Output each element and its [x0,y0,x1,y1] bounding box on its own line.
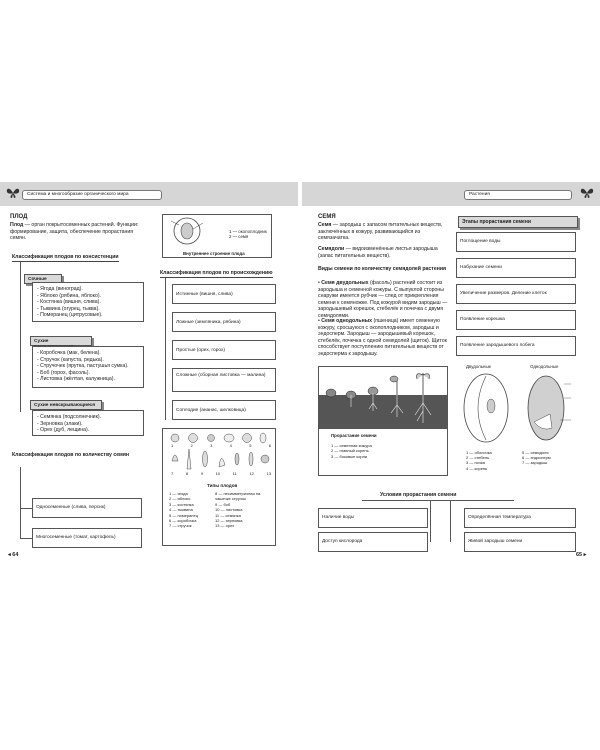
legend-item: 6 — эндосперм [522,455,551,461]
seed-section-icon [456,370,580,446]
left-header-title: Система и многообразие органического мира [22,190,162,200]
dicot-def: (фасоль) растений состоит из зародыша и семенной кожуры. С выпуклой стороны снаружи имеется рубчик — след от прикрепления семени к семяножке. Под кожурой видим зародыш — зародышевый корешок, стебелёк и почечка с двумя семядолями. [318,280,448,319]
monocot-label: Однодольные [530,364,559,369]
dicot-label: Двудольные [466,364,492,369]
seed-title: СЕМЯ [318,214,336,220]
legend-item: 7 — стручок [169,523,192,529]
list-item: - Листовка (жёлтая, калужница). [37,376,115,383]
inner-legend [229,229,267,239]
tree-line [20,467,21,539]
list-item: - Зерновка (злаки). [37,420,83,427]
tree-line [20,508,32,509]
legend-item: 5 — померанец [169,512,198,518]
legend-item: 11 — семянка [215,512,241,518]
dicot-term: Семя двудольных [321,280,369,286]
stage-item: Поглощение воды [456,232,576,252]
seed-legend-left [466,450,492,471]
stage-item: Появление зародышевого побега [456,336,576,356]
single-seed-box: Односеменные (слива, персик) [32,498,142,518]
type-numbers-top [171,443,271,450]
list-item: - Тыквина (огурец, тыква). [37,305,100,312]
types-legend-left [169,491,198,529]
inner-caption: Внутреннее строение плода [183,251,245,256]
dry-closed-list [32,410,144,436]
legend-item: 8 — несимметричная на [215,491,261,496]
legend-item: 1 — ягода [169,491,188,496]
type-number: 6 [268,443,271,448]
condition-item: Определённая температура [464,508,576,528]
list-item: - Стручочек (ярутка, пастушья сумка). [37,363,129,370]
origin-item: Соплодие (ананас, шелковица) [172,400,276,420]
tree-line [362,500,514,501]
origin-item: Сложные (сборная листовка — малина) [172,368,276,392]
legend-item: 3 — боковые корни [331,453,368,459]
list-item: - Костянка (вишня, слива). [37,299,101,306]
condition-item: Наличие воды [318,508,428,528]
conditions-title: Условия прорастания семени [380,492,457,498]
seedoli-definition [318,246,448,259]
dicot-paragraph: • Семя двудольных (фасоль) растений состоит из зародыша и семенной кожуры. С выпуклой стороны снаружи имеется рубчик — след от прикрепления семени к семяножке. Под кожурой видим зародыш — зародышевый корешок, стебелёк и почечка с двумя семядолями. [318,280,448,319]
seed-term: Семя [318,222,332,228]
tree-line [20,262,21,412]
left-page-number: ◂ 64 [8,552,19,558]
list-item: - Семянка (подсолнечник). [37,414,102,420]
origin-item: Простые (орех, горох) [172,340,276,360]
list-item: - Померанец (цитрусовые). [37,312,103,319]
legend-item: 10 — листовка [215,507,243,513]
legend-item: 13 — орех [215,523,235,529]
right-page-number: 65 ▸ [576,552,587,558]
origin-item: Ложные (земляника, рябина) [172,312,276,332]
tree-line [450,500,451,542]
type-numbers-bottom [171,471,271,478]
seed-definition [318,222,448,242]
stage-item: Появление корешка [456,310,576,330]
stage-item: Увеличение размеров. Деление клеток [456,284,576,304]
butterfly-icon [580,186,594,200]
dry-open-list [32,346,144,388]
monocot-term: Семя однодольных [321,318,373,324]
type-number: 8 [185,471,189,476]
legend-item: 1 — околоплодник [229,229,267,234]
seed-legend-right [522,450,551,466]
type-number: 5 [249,443,252,448]
page-number: 64 [12,552,19,558]
legend-item: чашечке стручок [215,496,246,502]
page-number: 65 [576,552,583,558]
legend-item: 3 — костянка [169,501,194,507]
list-item: - Орех (дуб, лещина). [37,427,90,434]
tree-line [165,278,166,420]
type-number: 13 [266,471,271,476]
type-number: 1 [171,443,174,448]
legend-item: 12 — зерновка [215,518,243,524]
legend-item: 2 — яблоко [169,496,191,502]
legend-item: 9 — боб [215,501,231,507]
plod-definition [10,222,146,242]
legend-item: 2 — семя [229,234,249,240]
butterfly-icon [6,186,20,200]
stages-title: Этапы прорастания семени [458,216,578,228]
germination-figure [318,366,448,476]
monocot-def: (пшеница) имеет семенную кожуру, сросшуюся с околоплодником, зародыш и эндосперм. Зародыш — зародышевый корешок, стебелёк, почечка с одной семядолей (щиток). Щиток способствует поступлению питательных веществ от эндосперма к зародышу. [318,318,447,357]
seed-structure-figure [456,362,580,472]
list-item: - Боб (горох, фасоль). [37,369,90,376]
list-item: - Яблоко (рябина, яблоко). [37,292,102,299]
dry-open-label: Сухие [30,336,92,346]
type-number: 3 [210,443,213,448]
list-item: - Коробочка (мак, белена). [37,350,101,356]
dry-closed-label: Сухие невскрывающиеся [30,400,102,410]
seedoli-term: Семядоли [318,246,345,252]
seeds-count-title: Классификация плодов по количеству семян [12,452,130,458]
legend-item: 4 — корень [466,465,488,471]
tree-line [20,538,32,539]
consistency-title: Классификация плодов по консистенции [12,254,119,260]
germination-caption: Прорастание семени [331,433,377,438]
legend-item: 7 — зародыш [522,460,548,466]
seedoli-def-text: — видоизменённые листья зародыша (запас питательных веществ). [318,246,438,259]
type-number: 12 [249,471,254,476]
legend-item: 5 — семядоля [522,450,549,455]
monocot-paragraph: • Семя однодольных (пшеница) имеет семенную кожуру, сросшуюся с околоплодником, зародыш и эндосперм. Зародыш — зародышевый корешок, стебелёк, почечка с одной семядолей (щиток). Щиток способствует поступлению питательных веществ от эндосперма к зародышу. [318,318,447,357]
list-item: - Стручок (капуста, редька). [37,356,104,363]
legend-item: 2 — главный корень [331,448,369,454]
plod-term: Плод [10,222,24,228]
seed-def-text: — зародыш с запасом питательных веществ, заключённых в кожуру, развивающийся из семязачатка. [318,222,443,242]
condition-item: Доступ кислорода [318,532,428,552]
types-caption: Типы плодов [207,483,238,488]
multi-seed-box: Многосеменные (томат, картофель) [32,528,142,548]
juicy-label: Сочные [24,274,62,284]
plod-def-text: — орган покрытосеменных растений. Функции: формирование, защита, обеспечение прорастания семян. [10,222,139,242]
germination-legend [331,443,372,459]
legend-item: 1 — оболочка [466,450,492,455]
plod-title: ПЛОД [10,214,28,220]
legend-item: 2 — стебель [466,455,490,461]
seed-types-title: Виды семени по количеству семядолей растения [318,266,447,272]
germination-icon [319,367,447,429]
right-header-title: Растения [464,190,572,200]
list-item: - Ягода (виноград). [37,286,83,292]
origin-title: Классификация плодов по происхождению [160,270,273,276]
type-number: 2 [190,443,193,448]
legend-item: 1 — семенная кожура [331,443,372,448]
legend-item: 3 — почка [466,460,485,466]
legend-item: 4 — тыквина [169,507,193,513]
juicy-list [32,282,144,322]
origin-item: Истинные (вишня, слива) [172,284,276,304]
type-number: 9 [200,471,203,476]
legend-item: 6 — коробочка [169,518,197,524]
stage-item: Набухание семени [456,258,576,278]
condition-item: Живой зародыш семени [464,532,576,552]
inner-structure-figure [162,214,272,258]
type-number: 10 [215,471,221,476]
types-legend-right [215,491,260,529]
type-number: 11 [232,471,237,476]
type-number: 4 [229,443,232,448]
type-number: 7 [171,471,174,476]
tree-line [430,500,431,542]
fruit-types-figure [162,428,276,546]
